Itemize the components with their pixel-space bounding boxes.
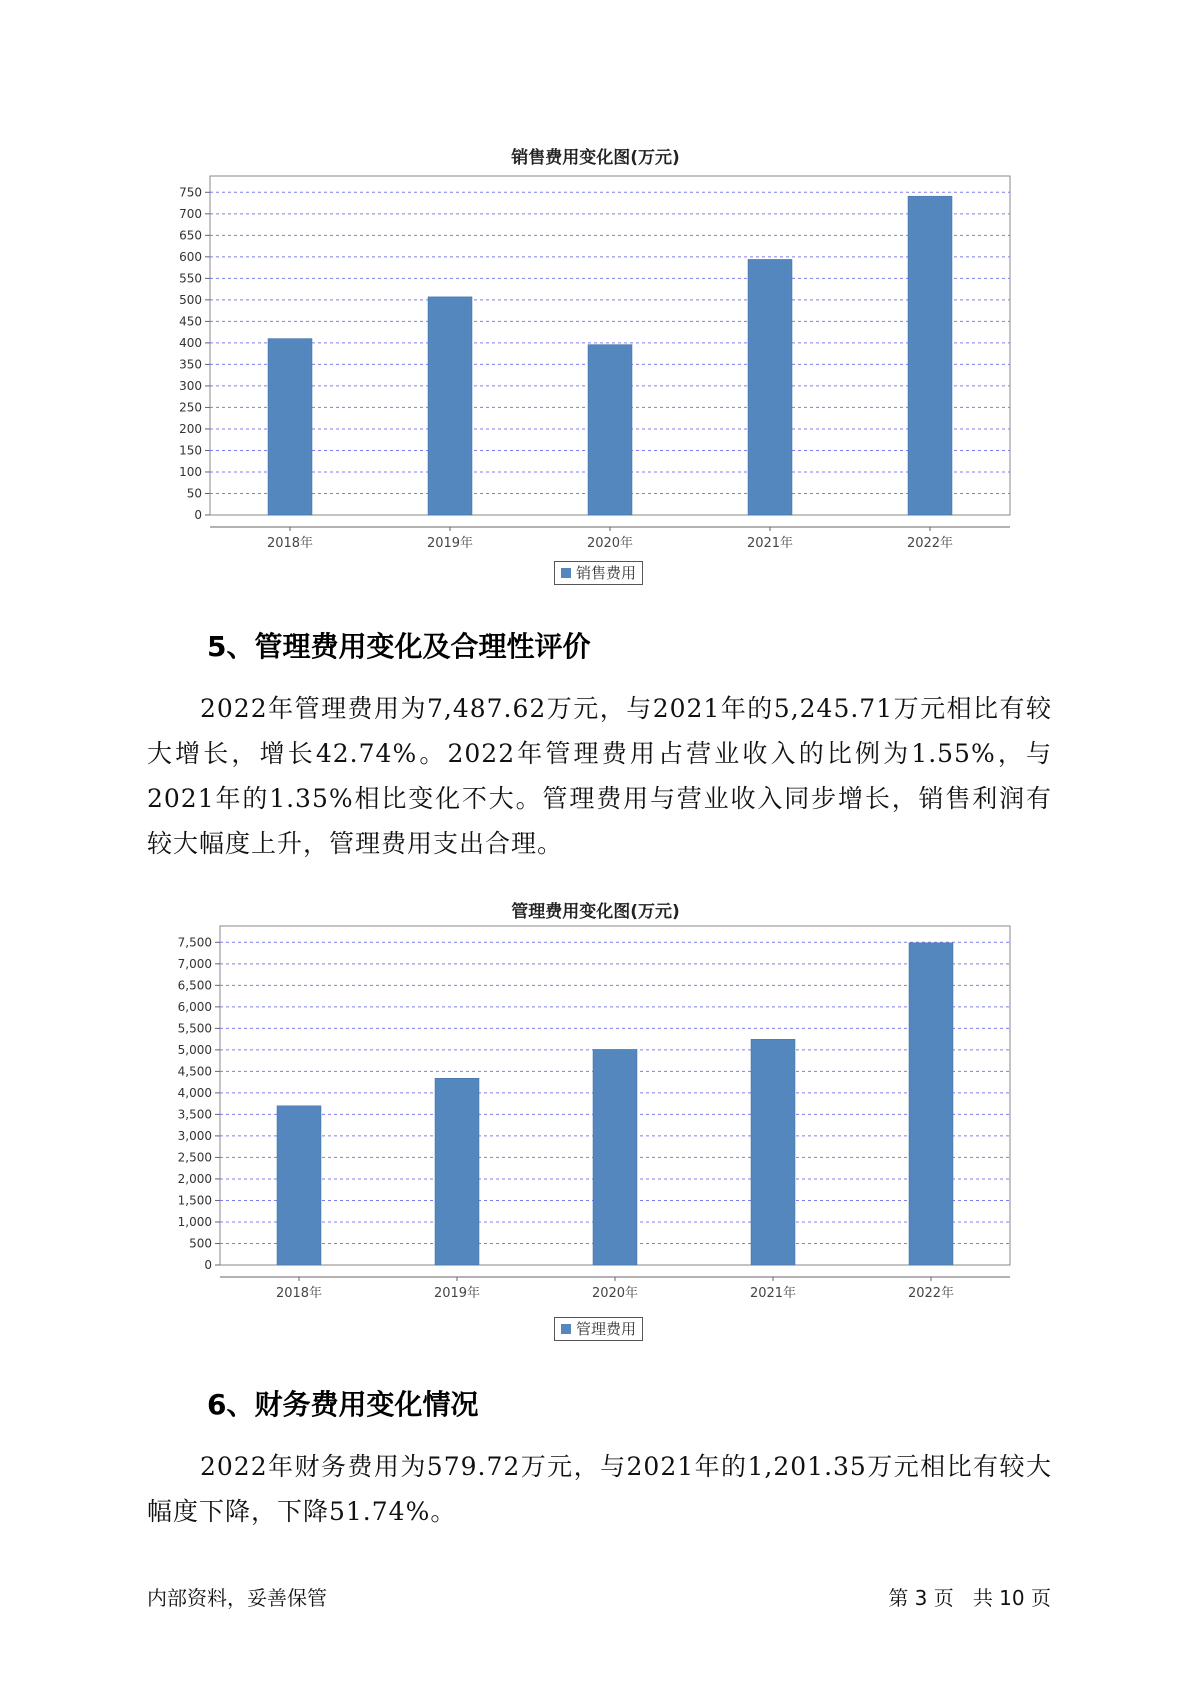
y-tick-label: 0 [194,508,202,522]
x-tick-label: 2020年 [591,1286,639,1301]
bar-2021年 [748,259,792,515]
y-tick-label: 3,500 [177,1107,212,1122]
section-heading-5: 5、管理费用变化及合理性评价 [207,630,591,663]
x-tick-label: 2022年 [906,536,954,551]
y-tick-label: 1,500 [177,1193,212,1208]
bar-2019年 [435,1078,479,1265]
bar-2022年 [909,943,953,1265]
footer-confidential-note: 内部资料，妥善保管 [147,1586,327,1610]
sales-expense-chart [0,170,1191,551]
y-tick-label: 550 [179,271,202,286]
y-tick-label: 2,500 [177,1150,212,1165]
legend-sales [554,561,643,585]
x-tick-label: 2021年 [749,1286,797,1301]
y-tick-label: 6,000 [177,999,212,1014]
x-tick-label: 2021年 [746,536,794,551]
y-tick-label: 6,500 [177,978,212,993]
y-tick-label: 50 [186,486,202,501]
y-tick-label: 7,000 [177,956,212,971]
y-tick-label: 350 [179,357,202,372]
y-tick-label: 200 [179,421,202,436]
y-tick-label: 5,500 [177,1021,212,1036]
y-tick-label: 400 [179,335,202,350]
y-tick-label: 2,000 [177,1171,212,1186]
bar-2019年 [428,297,472,515]
y-tick-label: 100 [179,464,202,479]
y-tick-label: 450 [179,314,202,329]
x-tick-label: 2018年 [266,536,314,551]
legend-label-admin: 管理费用 [576,1320,637,1338]
y-tick-label: 7,500 [177,935,212,950]
y-tick-label: 4,000 [177,1085,212,1100]
y-tick-label: 5,000 [177,1042,212,1057]
legend-swatch-icon [561,1324,571,1334]
footer-page-number: 第 3 页 共 10 页 [888,1586,1051,1610]
y-tick-label: 150 [179,443,202,458]
bar-2020年 [588,345,632,515]
chart-title-sales: 销售费用变化图(万元) [511,148,680,168]
legend-admin [554,1317,643,1341]
bar-2021年 [751,1039,795,1265]
admin-expense-chart [0,925,1191,1301]
y-tick-label: 3,000 [177,1128,212,1143]
legend-label-sales: 销售费用 [576,564,637,582]
x-tick-label: 2019年 [426,536,474,551]
y-tick-label: 750 [179,185,202,200]
y-tick-label: 700 [179,206,202,221]
section-heading-6: 6、财务费用变化情况 [207,1388,479,1421]
section-paragraph-6: 2022年财务费用为579.72万元，与2021年的1,201.35万元相比有较大幅度下降，下降51.74%。 [147,1452,1052,1526]
y-tick-label: 500 [189,1236,212,1251]
y-tick-label: 650 [179,228,202,243]
bar-2018年 [277,1106,321,1265]
x-tick-label: 2020年 [586,536,634,551]
x-tick-label: 2022年 [907,1286,955,1301]
y-tick-label: 500 [179,292,202,307]
y-tick-label: 300 [179,378,202,393]
section-paragraph-5: 2022年管理费用为7,487.62万元，与2021年的5,245.71万元相比有较大增长，增长42.74%。2022年管理费用占营业收入的比例为1.55%，与2021年的1.35%相比变化不大。管理费用与营业收入同步增长，销售利润有较大幅度上升，管理费用支出合理。 [147,694,1052,858]
y-tick-label: 250 [179,400,202,415]
y-tick-label: 4,500 [177,1064,212,1079]
y-tick-label: 600 [179,249,202,264]
bar-2020年 [593,1049,637,1265]
y-tick-label: 1,000 [177,1214,212,1229]
bar-2018年 [268,339,312,515]
chart-title-admin: 管理费用变化图(万元) [511,902,680,922]
x-tick-label: 2019年 [433,1286,481,1301]
bar-2022年 [908,196,952,515]
x-tick-label: 2018年 [275,1286,323,1301]
legend-swatch-icon [561,568,571,578]
y-tick-label: 0 [204,1258,212,1272]
